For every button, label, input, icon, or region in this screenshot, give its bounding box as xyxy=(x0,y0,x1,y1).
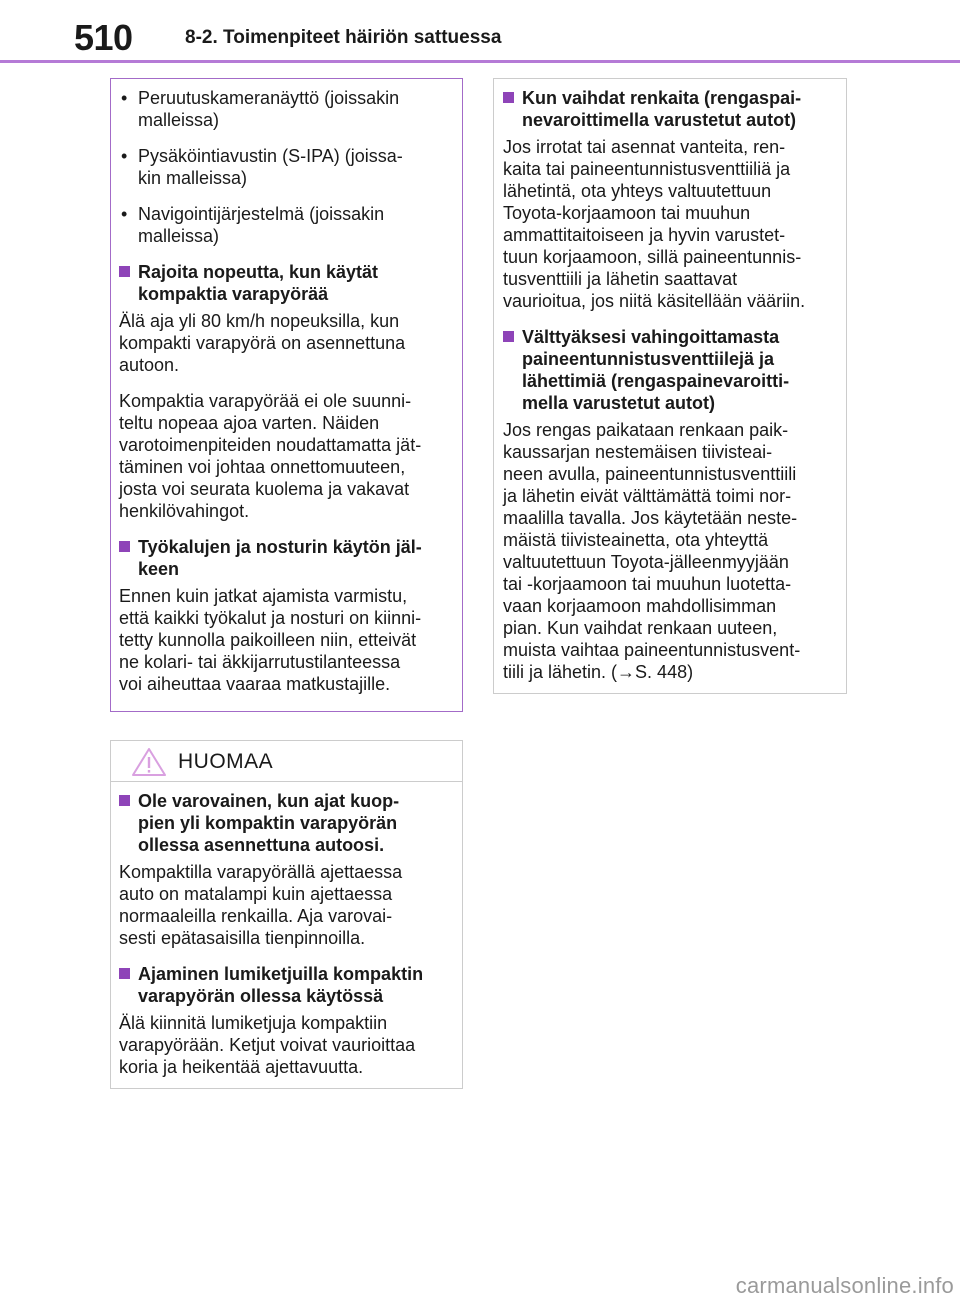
heading-line: Kun vaihdat renkaita (rengaspai- xyxy=(522,88,802,108)
heading-line: Ole varovainen, kun ajat kuop- xyxy=(138,791,400,811)
heading-line: kompaktia varapyörää xyxy=(138,284,329,304)
paragraph-line: kaussarjan nestemäisen tiivisteai- xyxy=(503,442,773,462)
paragraph-line: Ennen kuin jatkat ajamista varmistu, xyxy=(119,586,408,606)
paragraph-line: teltu nopeaa ajoa varten. Näiden xyxy=(119,413,380,433)
paragraph-line: täminen voi johtaa onnettomuuteen, xyxy=(119,457,406,477)
bullet-item xyxy=(119,145,452,189)
paragraph xyxy=(119,861,452,949)
paragraph-line: valtuutettuun Toyota-jälleenmyyjään xyxy=(503,552,789,572)
page-header xyxy=(0,0,960,62)
page-number: 510 xyxy=(74,17,133,58)
paragraph-line: maalilla tavalla. Jos käytetään neste- xyxy=(503,508,798,528)
section-heading xyxy=(503,87,834,131)
paragraph-line: varotoimenpiteiden noudattamatta jät- xyxy=(119,435,422,455)
paragraph-line: ja lähetin eivät välttämättä toimi nor- xyxy=(503,486,792,506)
warning-triangle-icon xyxy=(131,747,167,777)
square-bullet-icon xyxy=(503,92,514,103)
paragraph-line: tuun korjaamoon, sillä paineentunnis- xyxy=(503,247,802,267)
paragraph xyxy=(119,1012,452,1078)
bullet-dot-icon: • xyxy=(121,146,128,166)
heading-line: pien yli kompaktin varapyörän xyxy=(138,813,398,833)
paragraph-line: autoon. xyxy=(119,355,180,375)
paragraph-line: normaaleilla renkailla. Aja varovai- xyxy=(119,906,393,926)
notice-header xyxy=(111,741,462,782)
square-bullet-icon xyxy=(119,266,130,277)
paragraph xyxy=(119,390,452,522)
bullet-line: malleissa) xyxy=(138,226,220,246)
bullet-line: Pysäköintiavustin (S-IPA) (joissa- xyxy=(138,146,403,166)
paragraph-line: pian. Kun vaihdat renkaan uuteen, xyxy=(503,618,778,638)
paragraph xyxy=(503,419,834,683)
bullet-line: kin malleissa) xyxy=(138,168,248,188)
bullet-line: Peruutuskameranäyttö (joissakin xyxy=(138,88,400,108)
notice-box xyxy=(110,740,463,1089)
paragraph-line: Jos irrotat tai asennat vanteita, ren- xyxy=(503,137,786,157)
paragraph-line: lähetintä, ota yhteys valtuutettuun xyxy=(503,181,772,201)
paragraph-line: Jos rengas paikataan renkaan paik- xyxy=(503,420,789,440)
paragraph-line: varapyörään. Ketjut voivat vaurioittaa xyxy=(119,1035,416,1055)
paragraph-line: neen avulla, paineentunnistusventtiili xyxy=(503,464,797,484)
header-divider xyxy=(0,60,960,63)
paragraph-line: koria ja heikentää ajettavuutta. xyxy=(119,1057,364,1077)
paragraph-line: sesti epätasaisilla tienpinnoilla. xyxy=(119,928,366,948)
heading-line: paineentunnistusventtiilejä ja xyxy=(522,349,775,369)
paragraph-line: vaan korjaamoon mahdollisimman xyxy=(503,596,777,616)
bullet-item xyxy=(119,87,452,131)
info-box-right xyxy=(493,78,847,694)
section-heading xyxy=(119,963,452,1007)
heading-line: lähettimiä (rengaspainevaroitti- xyxy=(522,371,790,391)
paragraph-line: tiili ja lähetin. (→S. 448) xyxy=(503,662,694,682)
paragraph-line: auto on matalampi kuin ajettaessa xyxy=(119,884,393,904)
paragraph-line: muista vaihtaa paineentunnistusvent- xyxy=(503,640,801,660)
caution-box-left xyxy=(110,78,463,712)
heading-line: Rajoita nopeutta, kun käytät xyxy=(138,262,379,282)
paragraph-line: vaurioitua, jos niitä käsitellään vääriin. xyxy=(503,291,806,311)
paragraph-line: kompakti varapyörä on asennettuna xyxy=(119,333,406,353)
paragraph-line: tai -korjaamoon tai muuhun luotetta- xyxy=(503,574,792,594)
section-heading xyxy=(119,790,452,856)
section-heading xyxy=(503,326,834,414)
heading-line: keen xyxy=(138,559,180,579)
bullet-dot-icon: • xyxy=(121,88,128,108)
section-heading xyxy=(119,536,452,580)
paragraph-line: Kompaktia varapyörää ei ole suunni- xyxy=(119,391,412,411)
section-heading xyxy=(119,261,452,305)
heading-line: Välttyäksesi vahingoittamasta xyxy=(522,327,780,347)
bullet-line: malleissa) xyxy=(138,110,220,130)
paragraph-line: ammattitaitoiseen ja hyvin varustet- xyxy=(503,225,786,245)
notice-body xyxy=(111,782,462,1078)
paragraph-line: Kompaktilla varapyörällä ajettaessa xyxy=(119,862,403,882)
heading-line: varapyörän ollessa käytössä xyxy=(138,986,384,1006)
heading-line: Työkalujen ja nosturin käytön jäl- xyxy=(138,537,422,557)
square-bullet-icon xyxy=(119,541,130,552)
paragraph-line: Älä aja yli 80 km/h nopeuksilla, kun xyxy=(119,311,400,331)
heading-line: ollessa asennettuna autoosi. xyxy=(138,835,385,855)
bullet-dot-icon: • xyxy=(121,204,128,224)
paragraph-line: tusventtiili ja lähetin saattavat xyxy=(503,269,738,289)
section-title: 8-2. Toimenpiteet häiriön sattuessa xyxy=(185,27,502,48)
heading-line: nevaroittimella varustetut autot) xyxy=(522,110,797,130)
watermark-text: carmanualsonline.info xyxy=(735,1273,954,1298)
paragraph-line: henkilövahingot. xyxy=(119,501,250,521)
paragraph-line: josta voi seurata kuolema ja vakavat xyxy=(119,479,410,499)
square-bullet-icon xyxy=(119,795,130,806)
square-bullet-icon xyxy=(119,968,130,979)
paragraph-line: että kaikki työkalut ja nosturi on kiinni- xyxy=(119,608,422,628)
bullet-item xyxy=(119,203,452,247)
square-bullet-icon xyxy=(503,331,514,342)
heading-line: Ajaminen lumiketjuilla kompaktin xyxy=(138,964,424,984)
paragraph-line: Älä kiinnitä lumiketjuja kompaktiin xyxy=(119,1013,388,1033)
paragraph xyxy=(503,136,834,312)
paragraph xyxy=(119,310,452,376)
heading-line: mella varustetut autot) xyxy=(522,393,716,413)
paragraph-line: tetty kunnolla paikoilleen niin, etteivät xyxy=(119,630,417,650)
paragraph-line: kaita tai paineentunnistusventtiiliä ja xyxy=(503,159,791,179)
paragraph xyxy=(119,585,452,695)
paragraph-line: voi aiheuttaa vaaraa matkustajille. xyxy=(119,674,391,694)
notice-title: HUOMAA xyxy=(178,750,274,773)
paragraph-line: ne kolari- tai äkkijarrutustilanteessa xyxy=(119,652,401,672)
paragraph-line: mäistä tiivisteainetta, ota yhteyttä xyxy=(503,530,769,550)
paragraph-line: Toyota-korjaamoon tai muuhun xyxy=(503,203,751,223)
bullet-line: Navigointijärjestelmä (joissakin xyxy=(138,204,385,224)
